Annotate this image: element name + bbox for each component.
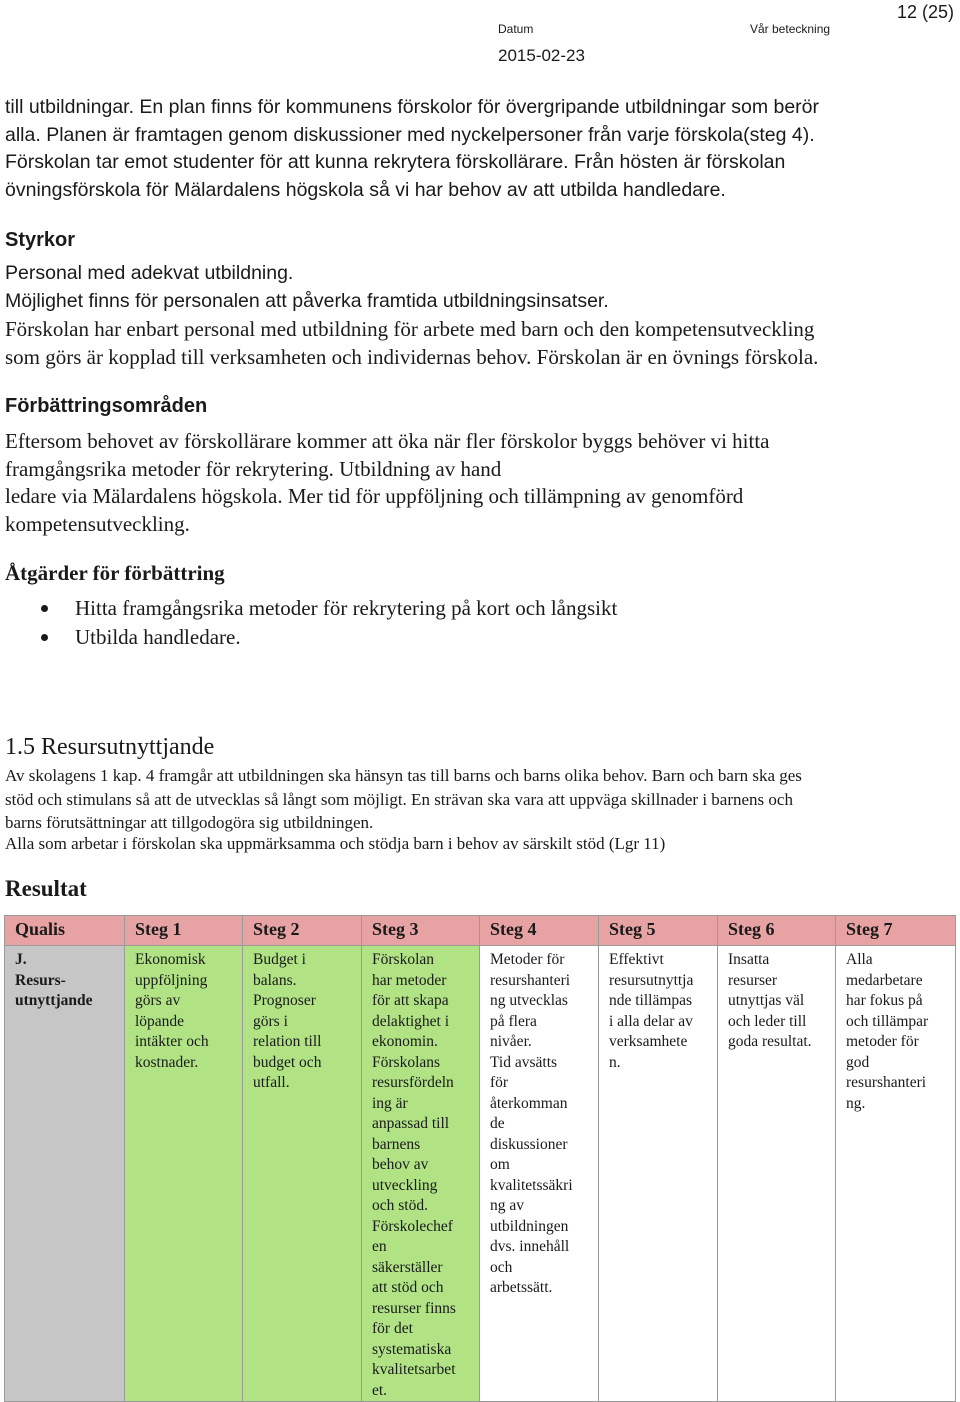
styrkor-paragraph: Förskolan har enbart personal med utbildning för arbete med barn och den kompetensutveckling som görs är kopplad till verksamheten och individernas behov. Förskolan är en övnings förskola. [5,317,819,369]
atgarder-list [0,594,617,652]
table-header-cell: Qualis [5,916,125,946]
table-header-cell: Steg 6 [718,916,836,946]
quality-table [4,915,956,1402]
table-cell-steg-4: Metoder för resurshanteri ng utvecklas på flera nivåer. Tid avsätts för återkomman de diskussioner om kvalitetssäkri ng av utbildningen dvs. innehåll och arbetssätt. [480,946,599,1402]
date-value: 2015-02-23 [498,46,585,65]
table-header-row [5,916,956,946]
forbattringsomraden-heading: Förbättringsområden [5,395,208,417]
styrkor-heading: Styrkor [5,229,76,251]
table-cell-steg-3: Förskolan har metoder för att skapa delaktighet i ekonomin. Förskolans resursfördeln ing är anpassad till barnens behov av utveckling och stöd. Förskolechef en säkerställer att stöd och resurser finns för det systematiska kvalitetsarbet et. [362,946,480,1402]
bullet-icon [41,605,48,612]
section-title: 1.5 Resursutnyttjande [5,734,215,760]
table-cell-steg-1: Ekonomisk uppföljning görs av löpande intäkter och kostnader. [125,946,243,1402]
table-header-cell: Steg 7 [836,916,956,946]
table-header-cell: Steg 5 [599,916,718,946]
table-cell-steg-2: Budget i balans. Prognoser görs i relation till budget och utfall. [243,946,362,1402]
table-cell-steg-5: Effektivt resursutnyttja nde tillämpas i alla delar av verksamhete n. [599,946,718,1402]
table-header-cell: Steg 2 [243,916,362,946]
intro-paragraph: till utbildningar. En plan finns för kommunens förskolor för övergripande utbildningar som berör alla. Planen är framtagen genom diskussioner med nyckelpersoner från varje förskola(steg 4). Förskolan tar emot studenter för att kunna rekrytera förskollärare. Från hösten är förskolan övningsförskola för Mälardalens högskola så vi har behov av att utbilda handledare. [5,96,820,201]
date-label: Datum [498,22,534,36]
table-cell-steg-7: Alla medarbetare har fokus på och tillämpar metoder för god resurshanteri ng. [836,946,956,1402]
table-cell-steg-6: Insatta resurser utnyttjas väl och leder till goda resultat. [718,946,836,1402]
table-header-cell: Steg 3 [362,916,480,946]
section-paragraph-special-support: Alla som arbetar i förskolan ska uppmärksamma och stödja barn i behov av särskilt stöd (Lgr 11) [5,834,666,853]
list-item [0,623,617,652]
table-row [5,946,956,1402]
section-paragraph: Av skolagens 1 kap. 4 framgår att utbildningen ska hänsyn tas till barns och barns olika behov. Barn och barn ska ges stöd och stimulans så att de utvecklas så långt som möjligt. En strävan ska vara att uppväga skillnader i barnens och barns förutsättningar att tillgodogöra sig utbildningen. [5,766,802,832]
list-item-text: Hitta framgångsrika metoder för rekrytering på kort och långsikt [75,596,618,620]
bullet-icon [41,634,48,641]
table-cell-category: J. Resurs- utnyttjande [5,946,125,1402]
styrkor-lines: Personal med adekvat utbildning. Möjlighet finns för personalen att påverka framtida utbildningsinsatser. [5,262,609,312]
resultat-heading: Resultat [5,876,87,901]
table-header-cell: Steg 4 [480,916,599,946]
page-number: 12 (25) [897,2,955,22]
list-item-text: Utbilda handledare. [75,625,241,649]
table-header-cell: Steg 1 [125,916,243,946]
atgarder-heading: Åtgärder för förbättring [5,561,225,585]
forbattringsomraden-paragraph: Eftersom behovet av förskollärare kommer att öka när fler förskolor byggs behöver vi hitta framgångsrika metoder för rekrytering. Utbildning av hand ledare via Mälardalens högskola. Mer tid för uppföljning och tillämpning av genomförd kompetensutveckling. [5,429,770,536]
list-item [0,594,617,623]
reference-label: Vår beteckning [750,22,831,36]
